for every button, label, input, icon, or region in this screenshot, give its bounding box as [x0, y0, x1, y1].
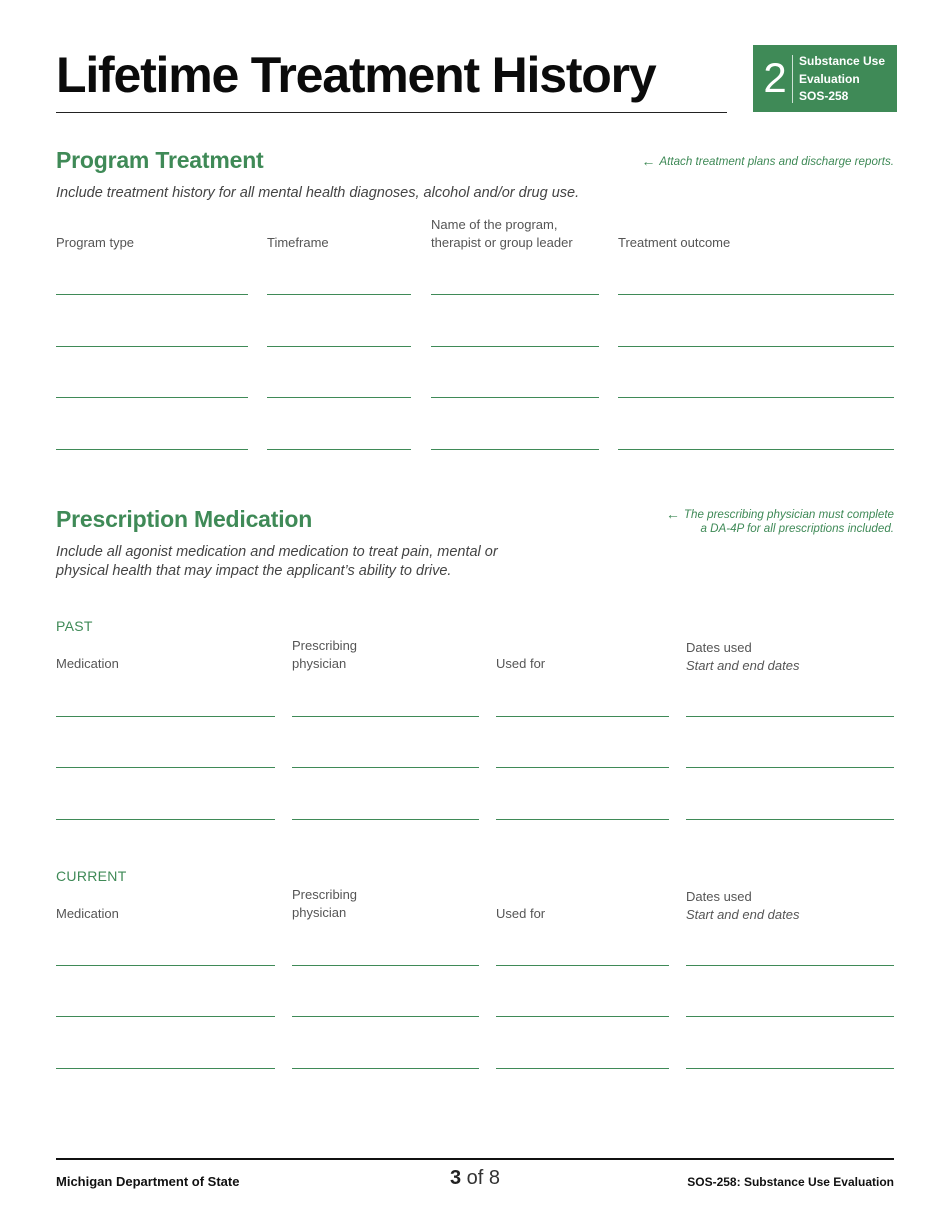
program-treatment-note-text: Attach treatment plans and discharge reports.	[659, 155, 894, 168]
program-type-field-3[interactable]	[56, 397, 248, 398]
badge-label	[799, 53, 885, 106]
col-treatment-outcome: Treatment outcome	[618, 235, 731, 250]
past-col-dates-title: Dates used	[686, 640, 752, 655]
prescription-note-line-1	[666, 507, 894, 522]
current-physician-field-3[interactable]	[292, 1068, 479, 1069]
program-outcome-field-1[interactable]	[618, 294, 894, 295]
program-timeframe-field-3[interactable]	[267, 397, 411, 398]
past-used-for-field-2[interactable]	[496, 767, 669, 768]
program-name-field-3[interactable]	[431, 397, 599, 398]
past-col-medication: Medication	[56, 656, 119, 671]
program-type-field-1[interactable]	[56, 294, 248, 295]
badge-divider	[792, 55, 793, 103]
col-timeframe: Timeframe	[267, 235, 329, 250]
arrow-left-icon: ←	[641, 153, 656, 169]
footer-page-number	[375, 1167, 575, 1190]
footer-page-current: 3	[449, 1167, 462, 1189]
current-col-physician-line-2: physician	[292, 904, 347, 920]
past-physician-field-1[interactable]	[292, 716, 479, 717]
current-used-for-field-3[interactable]	[496, 1068, 669, 1069]
current-col-medication: Medication	[56, 906, 119, 921]
footer-rule	[56, 1158, 894, 1160]
current-subheading: CURRENT	[56, 868, 127, 884]
prescription-intro-line-2: physical health that may impact the applicant’s ability to drive.	[56, 563, 452, 579]
past-dates-field-2[interactable]	[686, 767, 894, 768]
program-name-field-1[interactable]	[431, 294, 599, 295]
current-col-used-for: Used for	[496, 906, 546, 921]
current-dates-field-1[interactable]	[686, 965, 894, 966]
program-treatment-intro: Include treatment history for all mental health diagnoses, alcohol and/or drug use.	[56, 185, 580, 201]
current-medication-field-3[interactable]	[56, 1068, 275, 1069]
footer-page-total: of 8	[466, 1167, 501, 1189]
past-medication-field-2[interactable]	[56, 767, 275, 768]
badge-line-3: SOS-258	[799, 89, 849, 103]
past-used-for-field-3[interactable]	[496, 819, 669, 820]
col-program-name-line-1: Name of the program,	[431, 217, 558, 232]
current-col-dates	[686, 888, 799, 923]
program-outcome-field-2[interactable]	[618, 346, 894, 347]
prescription-note-line-1-text: The prescribing physician must complete	[683, 508, 894, 521]
past-used-for-field-1[interactable]	[496, 716, 669, 717]
col-program-name	[431, 216, 573, 251]
current-medication-field-2[interactable]	[56, 1016, 275, 1017]
col-program-type: Program type	[56, 235, 135, 250]
prescription-medication-heading: Prescription Medication	[56, 506, 313, 532]
badge-line-1: Substance Use	[799, 54, 886, 68]
current-col-dates-title: Dates used	[686, 889, 752, 904]
current-medication-field-1[interactable]	[56, 965, 275, 966]
current-used-for-field-2[interactable]	[496, 1016, 669, 1017]
current-physician-field-1[interactable]	[292, 965, 479, 966]
arrow-left-icon: ←	[665, 506, 680, 522]
past-col-dates-sub: Start and end dates	[686, 657, 800, 673]
program-name-field-2[interactable]	[431, 346, 599, 347]
section-badge	[753, 45, 897, 112]
section-number: 2	[763, 54, 787, 101]
program-timeframe-field-1[interactable]	[267, 294, 411, 295]
past-physician-field-3[interactable]	[292, 819, 479, 820]
current-dates-field-2[interactable]	[686, 1016, 894, 1017]
current-physician-field-2[interactable]	[292, 1016, 479, 1017]
past-col-used-for: Used for	[496, 656, 546, 671]
program-timeframe-field-2[interactable]	[267, 346, 411, 347]
program-type-field-2[interactable]	[56, 346, 248, 347]
past-col-physician	[292, 637, 357, 672]
badge-line-2: Evaluation	[799, 71, 860, 86]
past-dates-field-1[interactable]	[686, 716, 894, 717]
past-subheading: PAST	[56, 618, 93, 634]
past-medication-field-1[interactable]	[56, 716, 275, 717]
program-treatment-heading: Program Treatment	[56, 147, 264, 173]
program-name-field-4[interactable]	[431, 449, 599, 450]
program-type-field-4[interactable]	[56, 449, 248, 450]
prescription-intro-line-1: Include all agonist medication and medication to treat pain, mental or	[56, 544, 498, 560]
past-medication-field-3[interactable]	[56, 819, 275, 820]
page-title: Lifetime Treatment History	[56, 47, 656, 103]
past-physician-field-2[interactable]	[292, 767, 479, 768]
program-treatment-note	[641, 154, 894, 169]
program-outcome-field-4[interactable]	[618, 449, 894, 450]
footer-form-name: SOS-258: Substance Use Evaluation	[687, 1175, 894, 1189]
prescription-note-line-2: a DA-4P for all prescriptions included.	[700, 522, 894, 535]
past-col-physician-line-1: Prescribing	[292, 638, 358, 653]
past-dates-field-3[interactable]	[686, 819, 894, 820]
current-col-physician-line-1: Prescribing	[292, 887, 358, 902]
current-dates-field-3[interactable]	[686, 1068, 894, 1069]
prescription-medication-note	[666, 507, 894, 536]
past-col-physician-line-2: physician	[292, 655, 347, 671]
past-col-dates	[686, 639, 799, 674]
current-col-physician	[292, 886, 357, 921]
program-outcome-field-3[interactable]	[618, 397, 894, 398]
prescription-medication-intro	[56, 543, 498, 581]
footer-department: Michigan Department of State	[56, 1174, 240, 1189]
title-underline	[56, 112, 727, 113]
current-used-for-field-1[interactable]	[496, 965, 669, 966]
col-program-name-line-2: therapist or group leader	[431, 234, 573, 250]
program-timeframe-field-4[interactable]	[267, 449, 411, 450]
current-col-dates-sub: Start and end dates	[686, 906, 800, 922]
